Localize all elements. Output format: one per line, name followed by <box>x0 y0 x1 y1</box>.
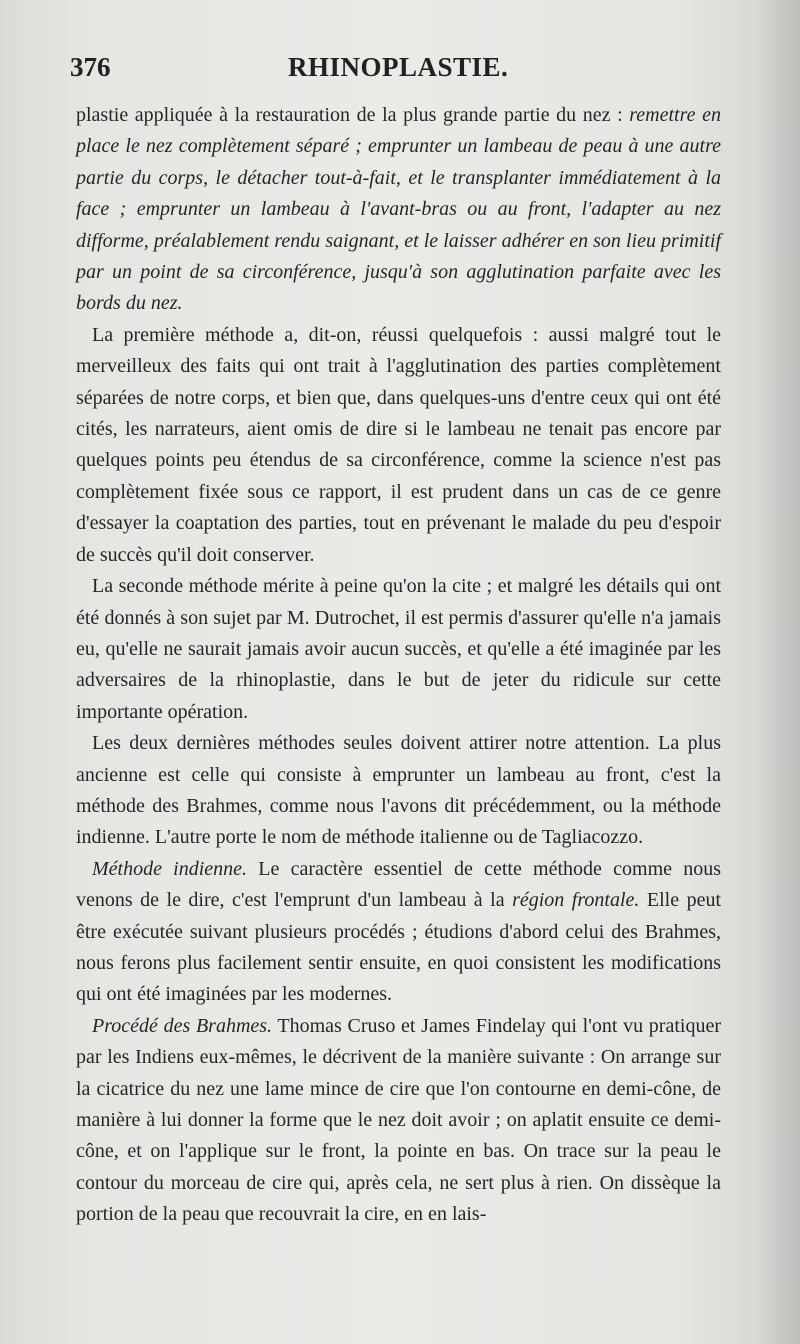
page-header <box>70 52 730 92</box>
paragraph-5-text-b: Elle peut être exécutée suivant plusieurs procédés ; étudions d'abord celui des Brahmes, nous ferons plus facilement sentir ensuite, en quoi consistent les modifications qui ont été imaginées par les modernes. <box>76 889 722 1006</box>
paragraph-1-methods: remettre en place le nez complètement séparé ; emprunter un lambeau de peau à une autre partie du corps, le détacher tout-à-fait, et le transplanter immédiatement à la face ; emprunter un lambeau à l'avant-bras ou au front, l'adapter au nez difforme, préalablement rendu saignant, et le laisser adhérer en son lieu primitif par un point de sa circonférence, jusqu'à son agglutination parfaite avec les bords du nez. <box>76 104 721 315</box>
section-heading-procede-brahmes: Procédé des Brahmes. <box>92 1014 273 1037</box>
section-heading-methode-indienne: Méthode indienne. <box>92 857 248 880</box>
paragraph-3: La seconde méthode mérite à peine qu'on la cite ; et malgré les détails qui ont été donnés à son sujet par M. Dutrochet, il est permis d'assurer qu'elle n'a jamais eu, qu'elle ne saurait jamais avoir aucun succès, et qu'elle a été imaginée par les adversaires de la rhinoplastie, dans le but de jeter du ridicule sur cette importante opération. <box>76 575 721 723</box>
body-text <box>76 100 721 1231</box>
paragraph-5-text-a: Le caractère essentiel de cette méthode comme nous venons de le dire, c'est l'emprunt d'un lambeau à la <box>76 857 721 912</box>
paragraph-6 <box>76 1011 721 1231</box>
page-number: 376 <box>70 52 111 82</box>
term-region-frontale: région frontale. <box>512 889 640 912</box>
page-edge-shadow <box>756 0 800 1344</box>
running-head: RHINOPLASTIE. <box>288 52 509 82</box>
paragraph-4: Les deux dernières méthodes seules doivent attirer notre attention. La plus ancienne est celle qui consiste à emprunter un lambeau au front, c'est la méthode des Brahmes, comme nous l'avons dit précédemment, ou la méthode indienne. L'autre porte le nom de méthode italienne ou de Tagliacozzo. <box>76 732 721 849</box>
paragraph-1-lead: plastie appliquée à la restauration de la plus grande partie du nez : <box>76 104 623 126</box>
paragraph-2: La première méthode a, dit-on, réussi quelquefois : aussi malgré tout le merveilleux des faits qui ont trait à l'agglutination des parties complètement séparées de notre corps, et bien que, dans quelques-uns d'entre ceux qui ont été cités, les narrateurs, aient omis de dire si le lambeau ne tenait pas encore par quelques points peu étendus de sa circonférence, comme la science n'est pas complètement fixée sous ce rapport, il est prudent dans un cas de ce genre d'essayer la coaptation des parties, tout en prévenant le malade du peu d'espoir de succès qu'il doit conserver. <box>76 323 721 566</box>
paragraph-1 <box>76 100 721 320</box>
paragraph-5 <box>76 854 721 1011</box>
paragraph-6-text: Thomas Cruso et James Findelay qui l'ont vu pratiquer par les Indiens eux-mêmes, le décrivent de la manière suivante : On arrange sur la cicatrice du nez une lame mince de cire que l'on contourne en demi-cône, de manière à lui donner la forme que le nez doit avoir ; on aplatit ensuite ce demi-cône, et on l'applique sur le front, la pointe en bas. On trace sur la peau le contour du morceau de cire qui, après cela, ne sert plus à rien. On dissèque la portion de la peau que recouvrait la cire, en en lais- <box>76 1014 721 1226</box>
